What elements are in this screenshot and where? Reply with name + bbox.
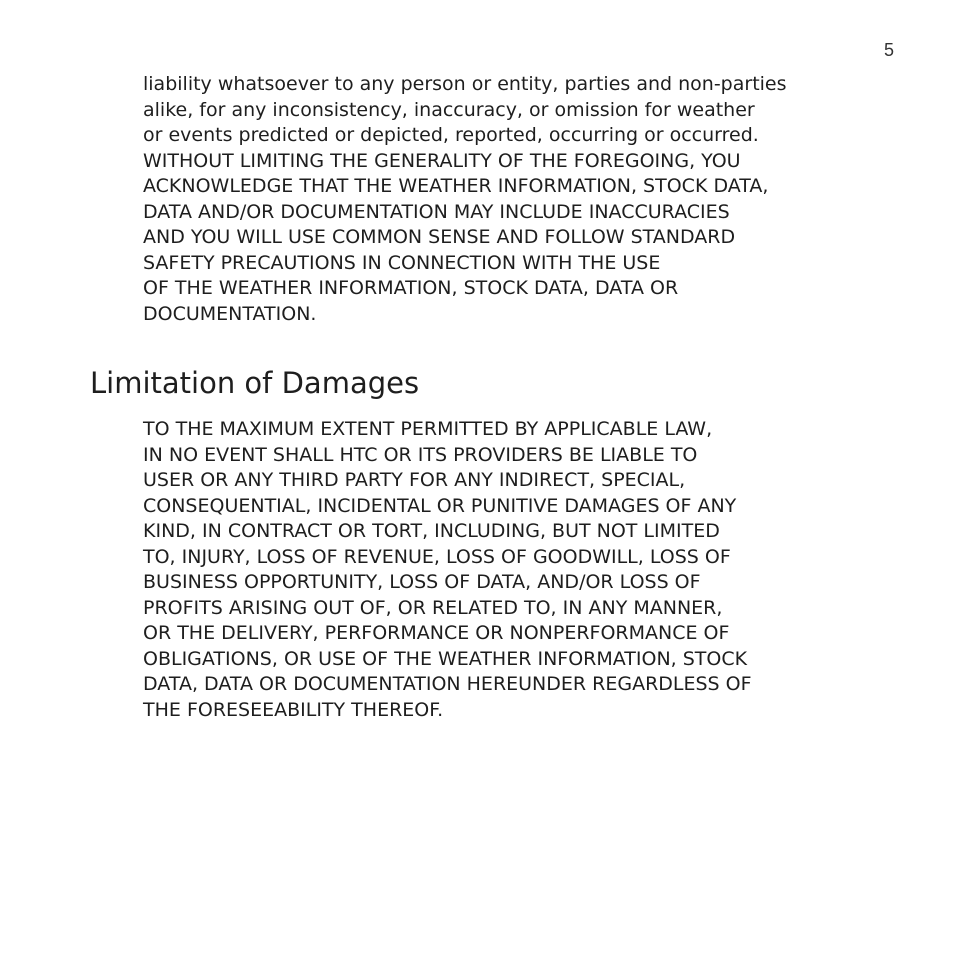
paragraph-line: ACKNOWLEDGE THAT THE WEATHER INFORMATION, STOCK DATA,: [143, 175, 769, 197]
paragraph-line: OF THE WEATHER INFORMATION, STOCK DATA, DATA OR: [143, 277, 679, 299]
paragraph-line: PROFITS ARISING OUT OF, OR RELATED TO, IN ANY MANNER,: [143, 596, 723, 619]
paragraph-line: DATA, DATA OR DOCUMENTATION HEREUNDER REGARDLESS OF: [143, 673, 752, 695]
paragraph-line: USER OR ANY THIRD PARTY FOR ANY INDIRECT, SPECIAL,: [143, 469, 686, 491]
paragraph-line: or events predicted or depicted, reported, occurring or occurred.: [143, 124, 759, 146]
paragraph-line: OR THE DELIVERY, PERFORMANCE OR NONPERFORMANCE OF: [143, 622, 730, 644]
intro-paragraph: [143, 72, 787, 327]
paragraph-line: SAFETY PRECAUTIONS IN CONNECTION WITH THE USE: [143, 251, 661, 274]
section-heading: Limitation of Damages: [90, 366, 420, 400]
paragraph-line: AND YOU WILL USE COMMON SENSE AND FOLLOW STANDARD: [143, 226, 736, 248]
paragraph-line: WITHOUT LIMITING THE GENERALITY OF THE FOREGOING, YOU: [143, 149, 741, 172]
paragraph-line: DOCUMENTATION.: [143, 302, 317, 325]
paragraph-line: TO THE MAXIMUM EXTENT PERMITTED BY APPLICABLE LAW,: [143, 418, 713, 440]
paragraph-line: KIND, IN CONTRACT OR TORT, INCLUDING, BUT NOT LIMITED: [143, 520, 720, 542]
paragraph-line: THE FORESEEABILITY THEREOF.: [143, 698, 444, 721]
paragraph-line: IN NO EVENT SHALL HTC OR ITS PROVIDERS BE LIABLE TO: [143, 443, 698, 466]
paragraph-line: OBLIGATIONS, OR USE OF THE WEATHER INFORMATION, STOCK: [143, 647, 748, 670]
damages-paragraph: [143, 417, 752, 723]
paragraph-line: DATA AND/OR DOCUMENTATION MAY INCLUDE INACCURACIES: [143, 200, 730, 223]
paragraph-line: BUSINESS OPPORTUNITY, LOSS OF DATA, AND/OR LOSS OF: [143, 571, 701, 593]
paragraph-line: CONSEQUENTIAL, INCIDENTAL OR PUNITIVE DAMAGES OF ANY: [143, 494, 737, 517]
page-number: 5: [884, 40, 895, 60]
paragraph-line: alike, for any inconsistency, inaccuracy, or omission for weather: [143, 98, 755, 121]
paragraph-line: TO, INJURY, LOSS OF REVENUE, LOSS OF GOODWILL, LOSS OF: [143, 545, 731, 568]
paragraph-line: liability whatsoever to any person or entity, parties and non-parties: [143, 73, 787, 95]
